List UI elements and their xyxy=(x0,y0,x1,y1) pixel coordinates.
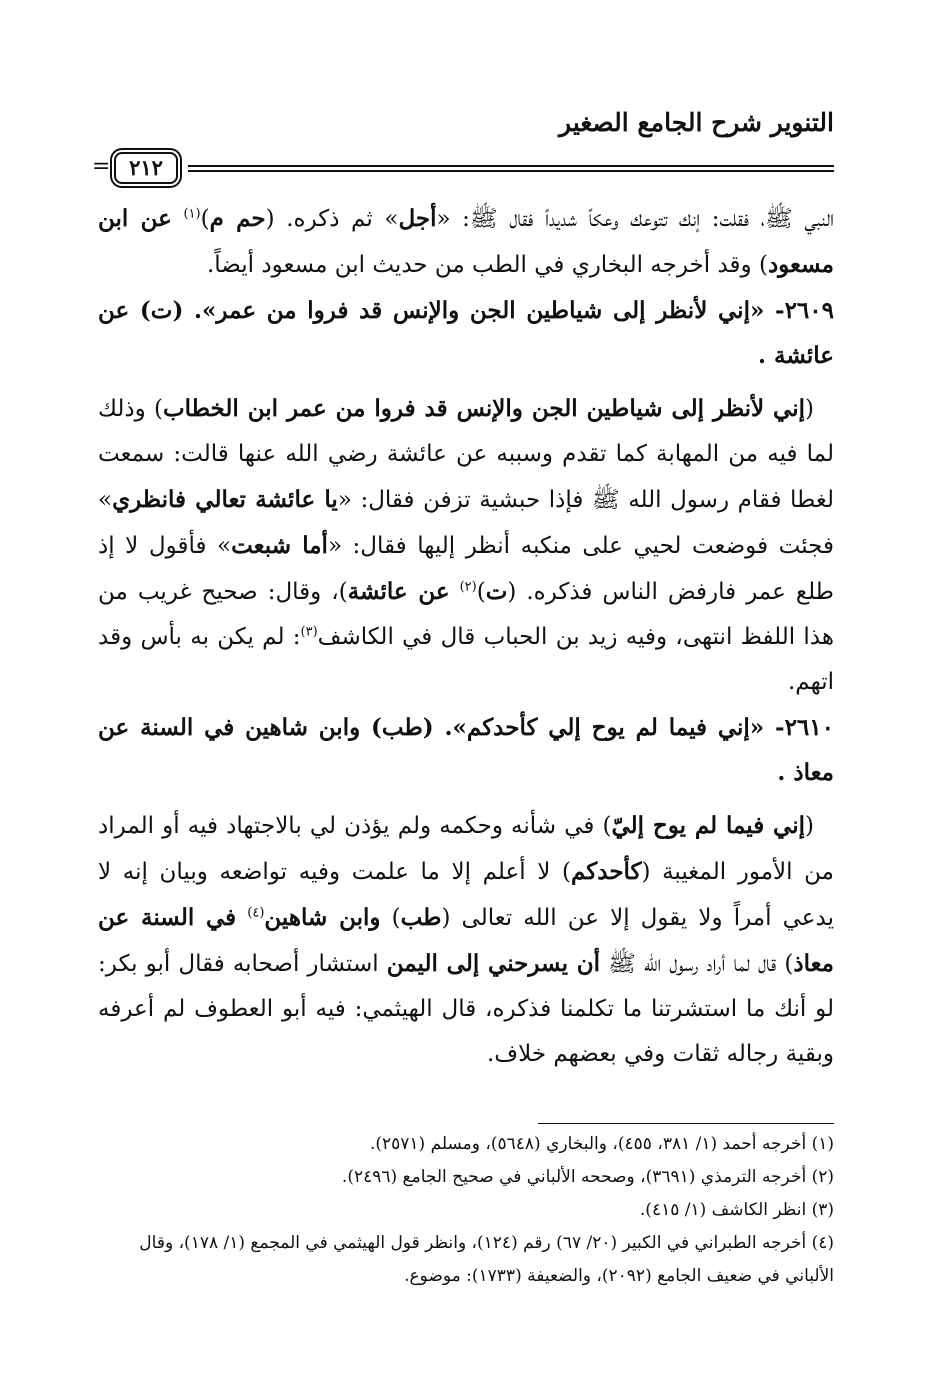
text-run: » فجئت فوضعت لحيي على منكبه أنظر إليها فقال: « xyxy=(98,487,834,559)
bold-run: أن يسرحني إلى اليمن xyxy=(386,950,601,977)
footnote-marker: (١) xyxy=(183,206,201,222)
footnote-separator xyxy=(538,1123,834,1124)
text-run xyxy=(236,905,247,931)
text-run: » فأقول لا إذ طلع عمر فارفض الناس فذكره. ( xyxy=(98,533,834,605)
footnote-item: (٣) انظر الكاشف (١/ ٤١٥). xyxy=(639,1200,834,1220)
bold-run: إني لأنظر إلى شياطين الجن والإنس قد فروا من عمر ابن الخطاب xyxy=(162,395,806,422)
bold-run: أما شبعت xyxy=(231,532,328,559)
paragraph-continuation xyxy=(98,196,834,288)
main-text xyxy=(98,196,834,1077)
source-code: طب xyxy=(400,904,442,931)
page-header xyxy=(92,108,834,188)
header-dash: = xyxy=(92,154,111,179)
text-run: ) xyxy=(200,206,210,232)
bold-run: عن عائشة xyxy=(347,578,450,605)
bold-run: أجل xyxy=(398,205,437,232)
footnote-item: (١) أخرجه أحمد (١/ ٣٨١، ٤٥٥)، والبخاري (٥٦٤٨)، ومسلم (٢٥٧١). xyxy=(369,1134,834,1154)
text-run: ) في شأنه وحكمه ولم يؤذن لي بالاجتهاد فيه أو المراد من الأمور المغيبة ( xyxy=(98,813,834,885)
source-code: ت xyxy=(485,578,508,605)
text-run: النبي ﷺ، فقلت: إنك تتوعك وعكاً شديداً فقال ﷺ: « xyxy=(436,206,835,232)
text-run: استشار أصحابه فقال أبو بكر: لو أنك ما استشرتنا ما تكلمنا فذكره، قال الهيثمي: فيه أبو العطوف لم أعرفه وبقية رجاله ثقات وفي بعضهم خلاف. xyxy=(98,951,834,1067)
text-run: ( xyxy=(805,813,815,839)
text-run: ) xyxy=(476,579,486,605)
double-rule-line xyxy=(188,165,834,172)
bold-run: يا عائشة تعالي فانظري xyxy=(112,486,338,513)
footnote-item: (٤) أخرجه الطبراني في الكبير (٢٠/ ٦٧) رقم (١٢٤)، وانظر قول الهيثمي في المجمع (١/ ١٧٨)، وقال الألباني في ضعيف الجامع (٢٠٩٢)، والضعيفة (١٧٣٣): موضوع. xyxy=(139,1233,834,1286)
bold-run: في السنة عن معاذ xyxy=(98,904,834,977)
text-run xyxy=(172,206,184,232)
footnote-marker: (٤) xyxy=(247,905,265,921)
text-run: : لم يكن به بأس وقد اتهم. xyxy=(98,624,834,695)
book-title: التنوير شرح الجامع الصغير xyxy=(559,108,834,137)
hadith-heading-2610: ٢٦١٠- «إني فيما لم يوح إلي كأحدكم». (طب) وابن شاهين في السنة عن معاذ . xyxy=(98,714,834,786)
bold-run: وابن شاهين xyxy=(264,904,381,931)
text-run: ) وقد أخرجه البخاري في الطب من حديث ابن مسعود أيضاً. xyxy=(206,252,768,278)
footnotes xyxy=(98,1128,834,1293)
commentary-paragraph xyxy=(98,803,834,1077)
footnote-item: (٢) أخرجه الترمذي (٣٦٩١)، وصححه الألباني في صحيح الجامع (٢٤٩٦). xyxy=(341,1167,834,1187)
text-run: )، وقال: صحيح غريب من هذا اللفظ انتهى، وفيه زيد بن الحباب قال في الكاشف xyxy=(98,579,834,650)
header-rule xyxy=(92,152,834,186)
text-run: ) وذلك لما فيه من المهابة كما تقدم وسببه عن عائشة رضي الله عنها قالت: سمعت لغطا فقام رسول الله ﷺ فإذا حبشية تزفن فقال: « xyxy=(98,396,834,513)
text-run xyxy=(450,579,460,605)
page-number: ٢١٢ xyxy=(114,152,178,184)
source-code: حم م xyxy=(209,205,266,232)
text-run: ) xyxy=(380,905,401,931)
text-run: ) لا أعلم إلا ما علمت وفيه تواضعه وبيان إنه لا يدعي أمراً ولا يقول إلا عن الله تعالى ( xyxy=(98,859,834,931)
commentary-paragraph xyxy=(98,386,834,705)
text-run: » ثم ذكره. ( xyxy=(265,206,399,232)
bold-run: كأحدكم xyxy=(570,858,642,885)
footnote-marker: (٢) xyxy=(459,579,477,595)
text-run: ) قال لما أراد رسول الله ﷺ xyxy=(600,951,794,977)
footnote-marker: (٣) xyxy=(300,624,318,640)
bold-run: عن ابن مسعود xyxy=(98,205,834,278)
text-run: ( xyxy=(805,396,814,422)
hadith-heading-2609: ٢٦٠٩- «إني لأنظر إلى شياطين الجن والإنس قد فروا من عمر». (ت) عن عائشة . xyxy=(98,297,834,369)
bold-run: إني فيما لم يوح إليّ xyxy=(611,812,806,839)
